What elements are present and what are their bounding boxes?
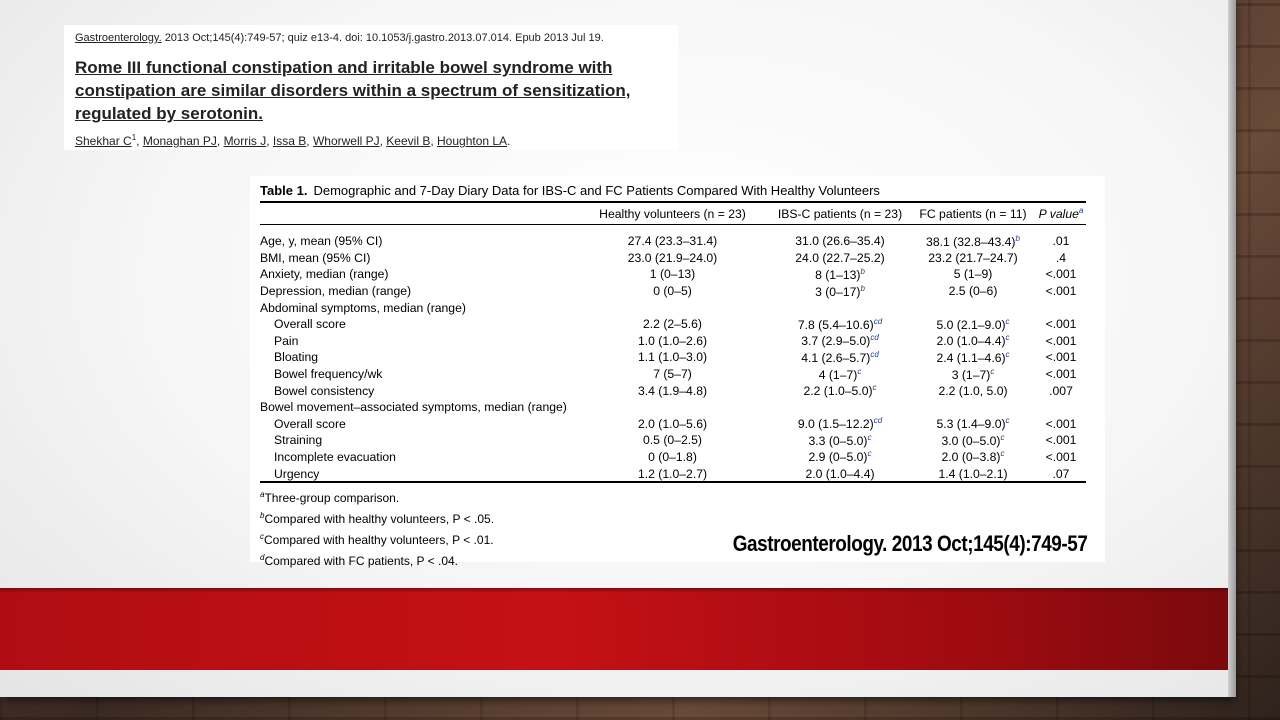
cell-p-value-value: <.001 — [1045, 367, 1077, 382]
cell-fc — [910, 349, 1036, 366]
cell-p-value-value: .01 — [1052, 234, 1070, 249]
cell-healthy — [575, 266, 770, 283]
footnote-marker: cd — [870, 333, 879, 343]
row-label-value: Age, y, mean (95% CI) — [260, 234, 383, 249]
row-label-value: Bloating — [274, 350, 319, 365]
citation-details: 2013 Oct;145(4):749-57; quiz e13-4. doi: 10.1053/j.gastro.2013.07.014. Epub 2013 Jul 19. — [164, 32, 604, 44]
row-label — [260, 465, 575, 482]
row-label-value: Overall score — [274, 416, 346, 431]
cell-p-value — [1036, 333, 1086, 350]
footnote-marker: b — [860, 283, 865, 293]
cell-ibs-c-value: 2.2 (1.0–5.0) — [803, 384, 873, 399]
table-body — [260, 228, 1086, 482]
footnote-text: Compared with healthy volunteers, P < .01. — [264, 533, 494, 547]
footnote-text: Three-group comparison. — [264, 491, 400, 505]
cell-p-value-value: <.001 — [1045, 333, 1077, 348]
slide-edge — [1228, 0, 1236, 697]
table-row — [260, 416, 1086, 433]
cell-healthy — [575, 299, 770, 316]
cell-ibs-c — [770, 349, 910, 366]
cell-fc — [910, 333, 1036, 350]
row-label-value: Pain — [274, 333, 299, 348]
row-label — [260, 399, 575, 416]
cell-healthy — [575, 465, 770, 482]
row-label — [260, 228, 575, 250]
red-footer-band — [0, 588, 1228, 670]
row-label-value: Depression, median (range) — [260, 284, 412, 299]
data-table — [260, 204, 1086, 482]
row-label-value: Abdominal symptoms, median (range) — [260, 300, 466, 315]
cell-ibs-c — [770, 250, 910, 267]
journal-link[interactable]: Gastroenterology. — [75, 32, 162, 44]
cell-healthy-value: 2.0 (1.0–5.6) — [637, 416, 708, 431]
cell-fc-value: 5.3 (1.4–9.0) — [936, 417, 1006, 432]
cell-fc — [910, 449, 1036, 466]
footnote-marker: b — [1015, 233, 1020, 243]
cell-healthy-value: 0 (0–5) — [653, 284, 692, 299]
cell-ibs-c — [770, 333, 910, 350]
cell-healthy — [575, 399, 770, 416]
cell-healthy — [575, 432, 770, 449]
cell-healthy — [575, 349, 770, 366]
row-label-value: Bowel frequency/wk — [274, 367, 383, 382]
footnote-marker: c — [857, 366, 862, 376]
cell-p-value — [1036, 228, 1086, 250]
header-ibs-c: IBS-C patients (n = 23) — [777, 207, 903, 221]
cell-healthy-value: 1 (0–13) — [649, 267, 696, 282]
author-link[interactable]: Whorwell PJ — [312, 134, 380, 148]
table-rule-bottom — [260, 481, 1086, 483]
row-label-value: BMI, mean (95% CI) — [260, 250, 371, 265]
cell-p-value — [1036, 416, 1086, 433]
cell-p-value — [1036, 266, 1086, 283]
cell-fc — [910, 416, 1036, 433]
footnote — [260, 549, 494, 570]
row-label — [260, 349, 575, 366]
row-label — [260, 449, 575, 466]
citation-box — [64, 25, 678, 150]
footnote-marker: c — [1000, 449, 1005, 459]
cell-p-value — [1036, 250, 1086, 267]
footnote-marker: c — [867, 432, 872, 442]
cell-ibs-c — [770, 382, 910, 399]
table-row — [260, 366, 1086, 383]
row-label — [260, 333, 575, 350]
table-caption-text: Demographic and 7-Day Diary Data for IBS-C and FC Patients Compared With Healthy Volunteers — [313, 183, 880, 198]
cell-healthy-value: 2.2 (2–5.6) — [643, 317, 702, 332]
header-fc: FC patients (n = 11) — [919, 207, 1027, 221]
cell-p-value — [1036, 316, 1086, 333]
author-link[interactable]: Shekhar C — [75, 134, 132, 148]
row-label — [260, 283, 575, 300]
cell-p-value — [1036, 382, 1086, 399]
cell-ibs-c — [770, 228, 910, 250]
row-label-value: Bowel consistency — [274, 383, 375, 398]
author-affiliation-sup: 1 — [131, 133, 137, 142]
cell-ibs-c-value: 3.3 (0–5.0) — [808, 433, 868, 448]
cell-p-value-value: <.001 — [1045, 416, 1077, 431]
row-label-value: Urgency — [274, 466, 320, 481]
footnote-marker: cd — [873, 316, 883, 326]
cell-ibs-c-value: 31.0 (26.6–35.4) — [795, 234, 885, 249]
footnote-mark: d — [260, 553, 265, 562]
row-label-value: Anxiety, median (range) — [260, 267, 389, 282]
footnote-marker: c — [990, 366, 995, 376]
row-label — [260, 366, 575, 383]
table-row — [260, 349, 1086, 366]
cell-fc-value: 1.4 (1.0–2.1) — [938, 466, 1008, 481]
cell-fc — [910, 465, 1036, 482]
footnote — [260, 507, 494, 528]
table-row — [260, 382, 1086, 399]
cell-healthy — [575, 316, 770, 333]
cell-p-value-value: .007 — [1049, 383, 1073, 398]
cell-fc — [910, 366, 1036, 383]
cell-p-value — [1036, 432, 1086, 449]
footnote-mark: b — [260, 511, 265, 520]
cell-healthy-value: 1.2 (1.0–2.7) — [637, 466, 708, 481]
cell-p-value-value: <.001 — [1045, 433, 1077, 448]
cell-healthy-value: 7 (5–7) — [653, 367, 692, 382]
header-healthy: Healthy volunteers (n = 23) — [599, 207, 746, 221]
cell-fc — [910, 266, 1036, 283]
cell-ibs-c — [770, 399, 910, 416]
cell-ibs-c-value: 3 (0–17) — [815, 284, 861, 299]
footnote-marker: cd — [873, 416, 883, 426]
row-label-value: Straining — [274, 433, 323, 448]
table-caption — [260, 183, 880, 198]
row-label-value: Incomplete evacuation — [274, 450, 396, 465]
footnote-marker: c — [1005, 316, 1010, 326]
cell-fc-value: 5.0 (2.1–9.0) — [936, 317, 1006, 332]
cell-ibs-c — [770, 465, 910, 482]
cell-healthy — [575, 382, 770, 399]
cell-ibs-c — [770, 449, 910, 466]
header-p-sup: a — [1078, 206, 1084, 216]
cell-ibs-c-value: 4 (1–7) — [818, 367, 858, 382]
cell-ibs-c — [770, 266, 910, 283]
table-header-row — [260, 204, 1086, 228]
row-label — [260, 382, 575, 399]
author-link[interactable]: Morris J — [223, 134, 267, 148]
cell-p-value — [1036, 283, 1086, 300]
cell-p-value — [1036, 299, 1086, 316]
cell-fc-value: 5 (1–9) — [953, 267, 993, 282]
cell-fc-value: 3.0 (0–5.0) — [941, 433, 1001, 448]
cell-fc-value: 2.0 (1.0–4.4) — [936, 334, 1006, 349]
row-label — [260, 250, 575, 267]
cell-p-value-value: .4 — [1055, 250, 1067, 265]
cell-p-value — [1036, 399, 1086, 416]
cell-ibs-c-value: 2.0 (1.0–4.4) — [805, 466, 875, 481]
cell-ibs-c-value: 24.0 (22.7–25.2) — [795, 250, 885, 265]
author-link[interactable]: Issa B — [272, 134, 307, 148]
footnote-marker: cd — [870, 349, 879, 359]
header-variable — [260, 204, 575, 228]
cell-healthy — [575, 333, 770, 350]
table-row — [260, 449, 1086, 466]
cell-ibs-c — [770, 432, 910, 449]
cell-p-value-value: <.001 — [1045, 450, 1077, 465]
cell-fc — [910, 432, 1036, 449]
cell-p-value-value: <.001 — [1045, 284, 1077, 299]
cell-fc-value: 2.2 (1.0, 5.0) — [938, 383, 1008, 398]
cell-fc-value: 2.5 (0–6) — [948, 284, 998, 299]
cell-p-value — [1036, 449, 1086, 466]
cell-ibs-c-value: 7.8 (5.4–10.6) — [797, 317, 874, 332]
author-list: Shekhar $C^1$, Monaghan PJ, Morris J, Issa B, Whorwell PJ, Keevil B, Houghton LA. — [75, 133, 511, 148]
footnote-marker: c — [1005, 349, 1010, 359]
footnote-marker: b — [860, 266, 865, 276]
header-p-value — [1036, 204, 1086, 228]
footnote-text: Compared with healthy volunteers, P < .05. — [264, 512, 495, 526]
cell-fc — [910, 283, 1036, 300]
cell-fc — [910, 399, 1036, 416]
cell-healthy-value: 1.0 (1.0–2.6) — [637, 333, 708, 348]
cell-fc — [910, 299, 1036, 316]
footnote-marker: c — [1000, 432, 1005, 442]
footnote-marker: c — [1005, 333, 1010, 343]
cell-fc — [910, 228, 1036, 250]
table-row — [260, 299, 1086, 316]
cell-p-value — [1036, 465, 1086, 482]
cell-ibs-c-value: 3.7 (2.9–5.0) — [801, 334, 871, 349]
row-label — [260, 432, 575, 449]
table-row — [260, 432, 1086, 449]
footnote-marker: c — [867, 449, 872, 459]
cell-fc-value: 2.0 (0–3.8) — [941, 450, 1001, 465]
table-figure — [250, 176, 1105, 568]
table-footnotes — [260, 486, 494, 570]
cell-p-value-value: <.001 — [1045, 317, 1077, 332]
row-label-value: Bowel movement–associated symptoms, median (range) — [260, 400, 567, 415]
cell-healthy-value: 0 (0–1.8) — [648, 450, 697, 465]
cell-healthy-value: 23.0 (21.9–24.0) — [627, 250, 718, 265]
cell-fc-value: 3 (1–7) — [951, 367, 991, 382]
author-link[interactable]: Houghton LA — [437, 134, 508, 148]
cell-healthy — [575, 250, 770, 267]
cell-healthy — [575, 228, 770, 250]
cell-ibs-c — [770, 283, 910, 300]
row-label-value: Overall score — [274, 317, 346, 332]
cell-fc-value: 23.2 (21.7–24.7) — [928, 250, 1018, 265]
table-row — [260, 250, 1086, 267]
cell-p-value-value: .07 — [1052, 466, 1070, 481]
cell-ibs-c — [770, 316, 910, 333]
cell-ibs-c-value: 9.0 (1.5–12.2) — [797, 417, 874, 432]
author-link[interactable]: Monaghan PJ — [142, 134, 217, 148]
slide-citation: Gastroenterology. 2013 Oct;145(4):749-57 — [732, 531, 1087, 556]
table-row — [260, 228, 1086, 250]
table-row — [260, 333, 1086, 350]
cell-fc — [910, 316, 1036, 333]
citation-line — [75, 32, 604, 44]
cell-ibs-c — [770, 366, 910, 383]
table-caption-label: Table 1. — [260, 183, 308, 198]
table-row — [260, 283, 1086, 300]
cell-healthy-value: 0.5 (0–2.5) — [643, 433, 702, 448]
row-label — [260, 316, 575, 333]
footnote-mark: a — [260, 490, 265, 499]
cell-healthy — [575, 449, 770, 466]
cell-p-value-value: <.001 — [1045, 350, 1077, 365]
footnote-mark: c — [260, 532, 264, 541]
row-label — [260, 266, 575, 283]
cell-ibs-c-value: 4.1 (2.6–5.7) — [801, 350, 871, 365]
cell-ibs-c-value: 2.9 (0–5.0) — [808, 450, 868, 465]
footnote-marker: c — [1005, 416, 1010, 426]
cell-healthy-value: 27.4 (23.3–31.4) — [627, 234, 718, 249]
cell-p-value — [1036, 366, 1086, 383]
row-label — [260, 416, 575, 433]
footnote-marker: c — [872, 383, 877, 393]
cell-fc-value: 38.1 (32.8–43.4) — [926, 234, 1016, 249]
cell-healthy-value: 3.4 (1.9–4.8) — [637, 383, 708, 398]
cell-fc — [910, 250, 1036, 267]
cell-healthy — [575, 366, 770, 383]
cell-fc — [910, 382, 1036, 399]
cell-ibs-c-value: 8 (1–13) — [815, 268, 861, 283]
cell-p-value-value: <.001 — [1045, 267, 1077, 282]
table-rule-top — [260, 201, 1086, 203]
table-row — [260, 465, 1086, 482]
footnote-text: Compared with FC patients, P < .04. — [264, 554, 458, 568]
cell-healthy — [575, 283, 770, 300]
header-p-value-label: P value — [1038, 207, 1079, 222]
cell-ibs-c — [770, 416, 910, 433]
cell-ibs-c — [770, 299, 910, 316]
table-row — [260, 266, 1086, 283]
cell-healthy-value: 1.1 (1.0–3.0) — [637, 350, 708, 365]
table-row — [260, 316, 1086, 333]
cell-healthy — [575, 416, 770, 433]
table-row — [260, 399, 1086, 416]
cell-p-value — [1036, 349, 1086, 366]
footnote — [260, 528, 494, 549]
author-link[interactable]: Keevil B — [386, 134, 431, 148]
article-title[interactable]: Rome III functional constipation and irritable bowel syndrome with constipation are similar disorders within a spectrum of sensitization, regulated by serotonin. — [75, 58, 631, 123]
cell-fc-value: 2.4 (1.1–4.6) — [936, 350, 1006, 365]
row-label — [260, 299, 575, 316]
footnote — [260, 486, 494, 507]
